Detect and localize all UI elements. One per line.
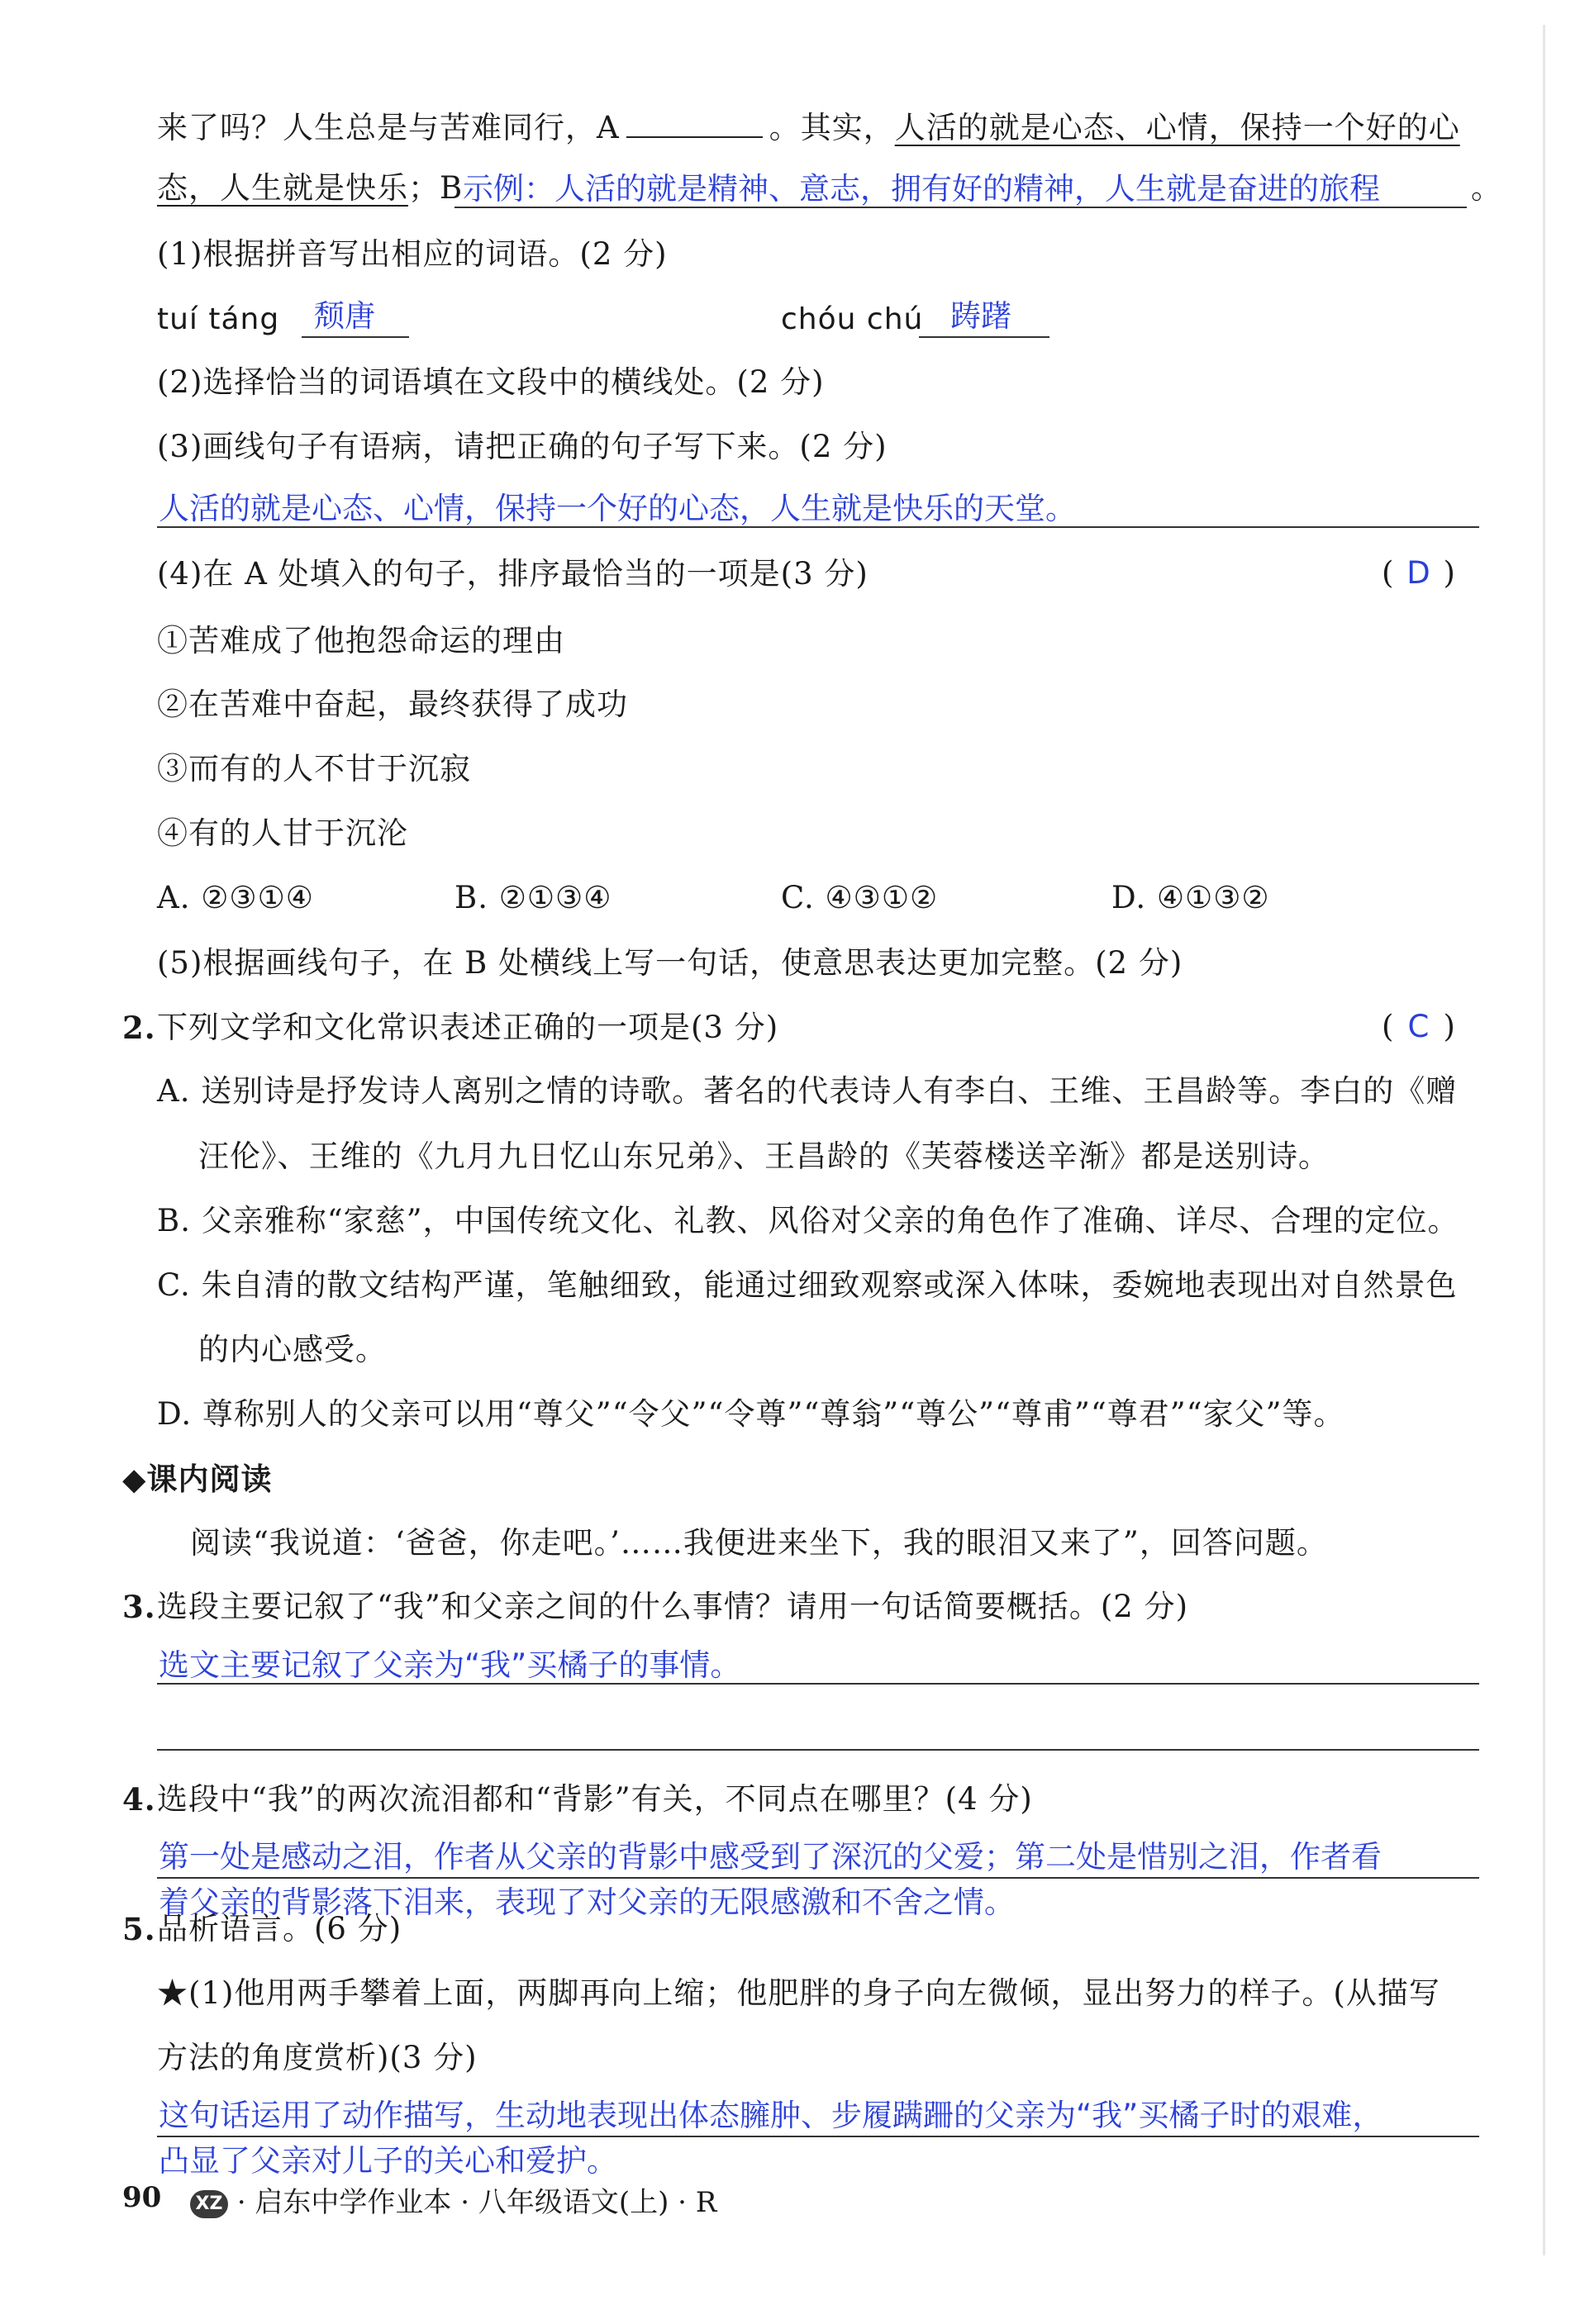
q5-title: 品析语言。(6 分) [157, 1911, 402, 1946]
choice-d: D. ④①③② [1111, 880, 1270, 915]
q4-title: 选段中“我”的两次流泪都和“背影”有关，不同点在哪里？(4 分) [157, 1781, 1033, 1817]
q2-option-c: C. 朱自清的散文结构严谨，笔触细致，能通过细致观察或深入体味，委婉地表现出对自然景色 [157, 1267, 1458, 1303]
answer-line [302, 336, 409, 338]
choice-c: C. ④③①② [781, 880, 939, 915]
answer-line [157, 1683, 1479, 1685]
q4-answer-line-2: 着父亲的背影落下泪来，表现了对父亲的无限感激和不舍之情。 [159, 1884, 1015, 1920]
passage-text: ；B [408, 170, 464, 206]
question-number: 4. [122, 1781, 156, 1818]
q1-sub4-answer: D [1406, 555, 1430, 591]
q2-option-c-cont: 的内心感受。 [198, 1332, 387, 1367]
pinyin-2: chóu chú [781, 302, 924, 336]
choice-b: B. ②①③④ [454, 880, 612, 915]
option-3: ③而有的人不甘于沉寂 [157, 751, 471, 787]
q1-sub1: (1)根据拼音写出相应的词语。(2 分) [157, 236, 668, 272]
q2-option-a: A. 送别诗是抒发诗人离别之情的诗歌。著名的代表诗人有李白、王维、王昌龄等。李白的《赠 [157, 1073, 1458, 1109]
q5-answer-line-1: 这句话运用了动作描写，生动地表现出体态臃肿、步履蹒跚的父亲为“我”买橘子时的艰难， [159, 2098, 1383, 2133]
q5-answer-line-2: 凸显了父亲对儿子的关心和爱护。 [159, 2143, 617, 2179]
pinyin-answer-1: 颓唐 [314, 298, 375, 334]
section-heading: ◆课内阅读 [122, 1461, 273, 1497]
q3-answer: 选文主要记叙了父亲为“我”买橘子的事情。 [159, 1647, 741, 1683]
page-edge-mark [1543, 25, 1545, 2255]
q1-sub3: (3)画线句子有语病，请把正确的句子写下来。(2 分) [157, 429, 888, 464]
question-number: 2. [122, 1010, 156, 1046]
passage-text: 。其实， [769, 110, 895, 145]
pinyin-1: tuí táng [157, 302, 280, 336]
q3-title: 选段主要记叙了“我”和父亲之间的什么事情？请用一句话简要概括。(2 分) [157, 1589, 1189, 1624]
underlined-sentence: 人活的就是心态、心情，保持一个好的心 [894, 110, 1460, 145]
q2-title: 下列文学和文化常识表述正确的一项是(3 分) [157, 1010, 779, 1045]
option-1: ①苦难成了他抱怨命运的理由 [157, 623, 565, 658]
footer-title [190, 2179, 716, 2220]
underlined-sentence: 态，人生就是快乐 [157, 170, 408, 206]
answer-bracket: ( C ) [1382, 1009, 1455, 1044]
q2-option-b: B. 父亲雅称“家慈”，中国传统文化、礼教、风俗对父亲的角色作了准确、详尽、合理的定位。 [157, 1203, 1459, 1238]
passage-text: 来了吗？人生总是与苦难同行，A [157, 110, 620, 145]
q1-sub2: (2)选择恰当的词语填在文段中的横线处。(2 分) [157, 364, 825, 400]
question-number: 5. [122, 1911, 156, 1947]
q1-sub5: (5)根据画线句子，在 B 处横线上写一句话，使意思表达更加完整。(2 分) [157, 945, 1183, 981]
q2-answer: C [1407, 1009, 1430, 1044]
q5-sub1-cont: 方法的角度赏析)(3 分) [157, 2040, 478, 2075]
blank-a[interactable] [626, 110, 763, 138]
footer-text: · 启东中学作业本 · 八年级语文(上) · R [236, 2186, 717, 2219]
publisher-badge: XZ [190, 2190, 228, 2218]
option-2: ②在苦难中奋起，最终获得了成功 [157, 687, 628, 722]
q1-sub4: (4)在 A 处填入的句子，排序最恰当的一项是(3 分) [157, 556, 869, 592]
q1-sub3-answer: 人活的就是心态、心情，保持一个好的心态，人生就是快乐的天堂。 [159, 491, 1076, 526]
answer-bracket: ( D ) [1382, 555, 1455, 591]
page-number: 90 [122, 2181, 162, 2214]
passage-line-2 [157, 169, 463, 207]
choice-a: A. ②③①④ [157, 880, 314, 915]
answer-line [157, 1749, 1479, 1751]
answer-line [454, 207, 1467, 208]
question-number: 3. [122, 1589, 156, 1625]
passage-end: 。 [1471, 170, 1502, 206]
answer-line [157, 526, 1479, 528]
q2-option-a-cont: 汪伦》、王维的《九月九日忆山东兄弟》、王昌龄的《芙蓉楼送辛渐》都是送别诗。 [198, 1138, 1330, 1174]
q5-sub1: ★(1)他用两手攀着上面，两脚再向上缩；他肥胖的身子向左微倾，显出努力的样子。(从描写 [157, 1975, 1440, 2011]
option-4: ④有的人甘于沉沦 [157, 815, 408, 851]
q2-option-d: D. 尊称别人的父亲可以用“尊父”“令父”“令尊”“尊翁”“尊公”“尊甫”“尊君”“家父”等。 [157, 1396, 1345, 1432]
section-intro: 阅读“我说道：‘爸爸，你走吧。’……我便进来坐下，我的眼泪又来了”，回答问题。 [190, 1525, 1328, 1561]
answer-b: 示例：人活的就是精神、意志，拥有好的精神，人生就是奋进的旅程 [463, 171, 1380, 207]
answer-line [919, 336, 1049, 338]
passage-line-1 [157, 109, 1460, 147]
q4-answer-line-1: 第一处是感动之泪，作者从父亲的背影中感受到了深沉的父爱；第二处是惜别之泪，作者看 [159, 1839, 1382, 1875]
pinyin-answer-2: 踌躇 [950, 298, 1011, 334]
